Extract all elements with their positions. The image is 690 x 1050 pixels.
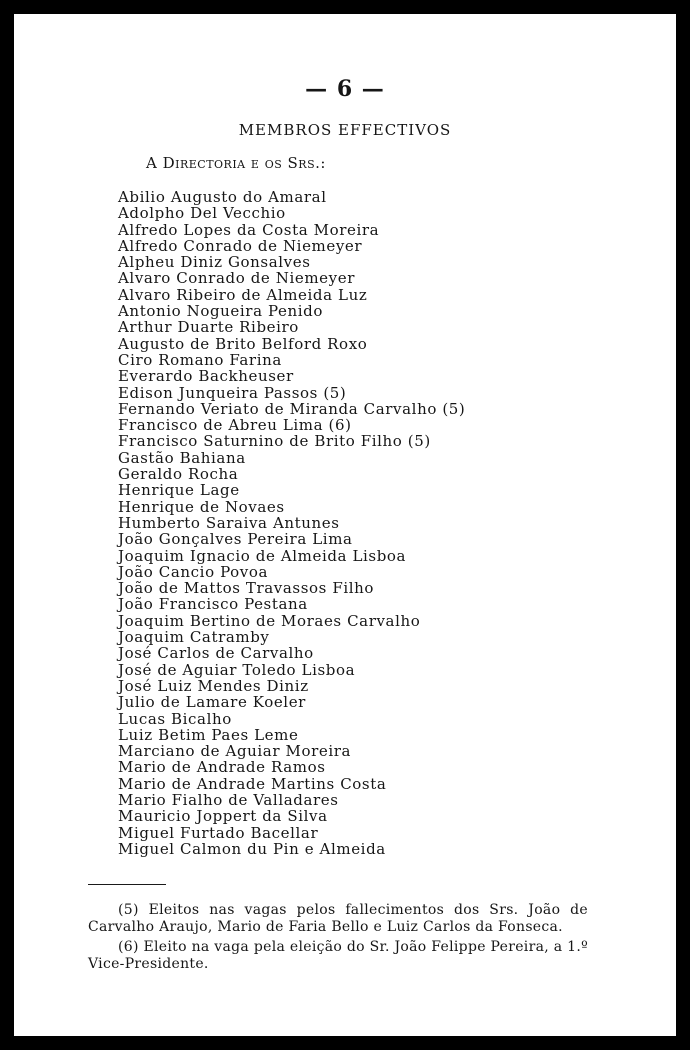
member-name: José de Aguiar Toledo Lisboa [118, 660, 356, 679]
footnotes [88, 902, 588, 976]
member-name: Adolpho Del Vecchio [118, 204, 286, 223]
footnote-6: (6) Eleito na vaga pela eleição do Sr. João Felippe Pereira, a 1.º Vice-Presidente. [88, 939, 588, 972]
member-name: Mario de Andrade Martins Costa [118, 774, 387, 793]
member-name: Miguel Furtado Bacellar [118, 823, 319, 842]
document-page [14, 14, 676, 1036]
member-name: Henrique Lage [118, 481, 240, 500]
member-name: Mario Fialho de Valladares [118, 790, 339, 809]
member-name: Humberto Saraiva Antunes [118, 513, 340, 532]
member-name: Julio de Lamare Koeler [118, 693, 306, 712]
member-name: Lucas Bicalho [118, 709, 232, 728]
section-title: MEMBROS EFFECTIVOS [238, 121, 452, 139]
member-name: Alvaro Ribeiro de Almeida Luz [118, 285, 368, 304]
member-name: Geraldo Rocha [118, 465, 239, 484]
member-name: Francisco Saturnino de Brito Filho (5) [118, 432, 431, 451]
member-name: Fernando Veriato de Miranda Carvalho (5) [118, 399, 466, 418]
member-name: Edison Junqueira Passos (5) [118, 383, 347, 402]
member-name: Gastão Bahiana [118, 448, 246, 467]
member-name: Joaquim Catramby [118, 628, 270, 647]
member-name: Luiz Betim Paes Leme [118, 725, 299, 744]
member-name: Augusto de Brito Belford Roxo [118, 334, 368, 353]
member-name: Abilio Augusto do Amaral [118, 188, 327, 206]
member-name: Joaquim Bertino de Moraes Carvalho [118, 611, 421, 630]
member-name: Miguel Calmon du Pin e Almeida [118, 839, 386, 858]
member-name: Alfredo Conrado de Niemeyer [118, 236, 363, 255]
member-name: José Luiz Mendes Diniz [118, 676, 309, 695]
member-name: Mauricio Joppert da Silva [118, 807, 328, 826]
member-name: Marciano de Aguiar Moreira [118, 742, 352, 761]
member-name: João de Mattos Travassos Filho [118, 579, 375, 598]
page-number: — 6 — [305, 76, 385, 102]
member-name: Antonio Nogueira Penido [118, 302, 323, 321]
member-name: Joaquim Ignacio de Almeida Lisboa [118, 546, 407, 565]
footnote-5: (5) Eleitos nas vagas pelos fallecimentos dos Srs. João de Carvalho Araujo, Mario de Faria Bello e Luiz Carlos da Fonseca. [88, 902, 588, 935]
member-list [118, 189, 465, 857]
footnote-divider [88, 884, 166, 885]
list-subheading: A Directoria e os Srs.: [146, 154, 326, 172]
member-name: Alpheu Diniz Gonsalves [118, 253, 311, 272]
member-name: Alfredo Lopes da Costa Moreira [118, 220, 380, 239]
member-name: João Francisco Pestana [118, 595, 308, 614]
member-name: Francisco de Abreu Lima (6) [118, 416, 352, 435]
member-name: Henrique de Novaes [118, 497, 285, 516]
member-name: João Gonçalves Pereira Lima [118, 530, 353, 549]
member-name: Everardo Backheuser [118, 367, 294, 386]
member-name: Alvaro Conrado de Niemeyer [118, 269, 355, 288]
member-name: Ciro Romano Farina [118, 350, 282, 369]
member-name: Mario de Andrade Ramos [118, 758, 326, 777]
member-name: José Carlos de Carvalho [118, 644, 314, 663]
member-name: João Cancio Povoa [118, 562, 269, 581]
member-name: Arthur Duarte Ribeiro [118, 318, 299, 337]
